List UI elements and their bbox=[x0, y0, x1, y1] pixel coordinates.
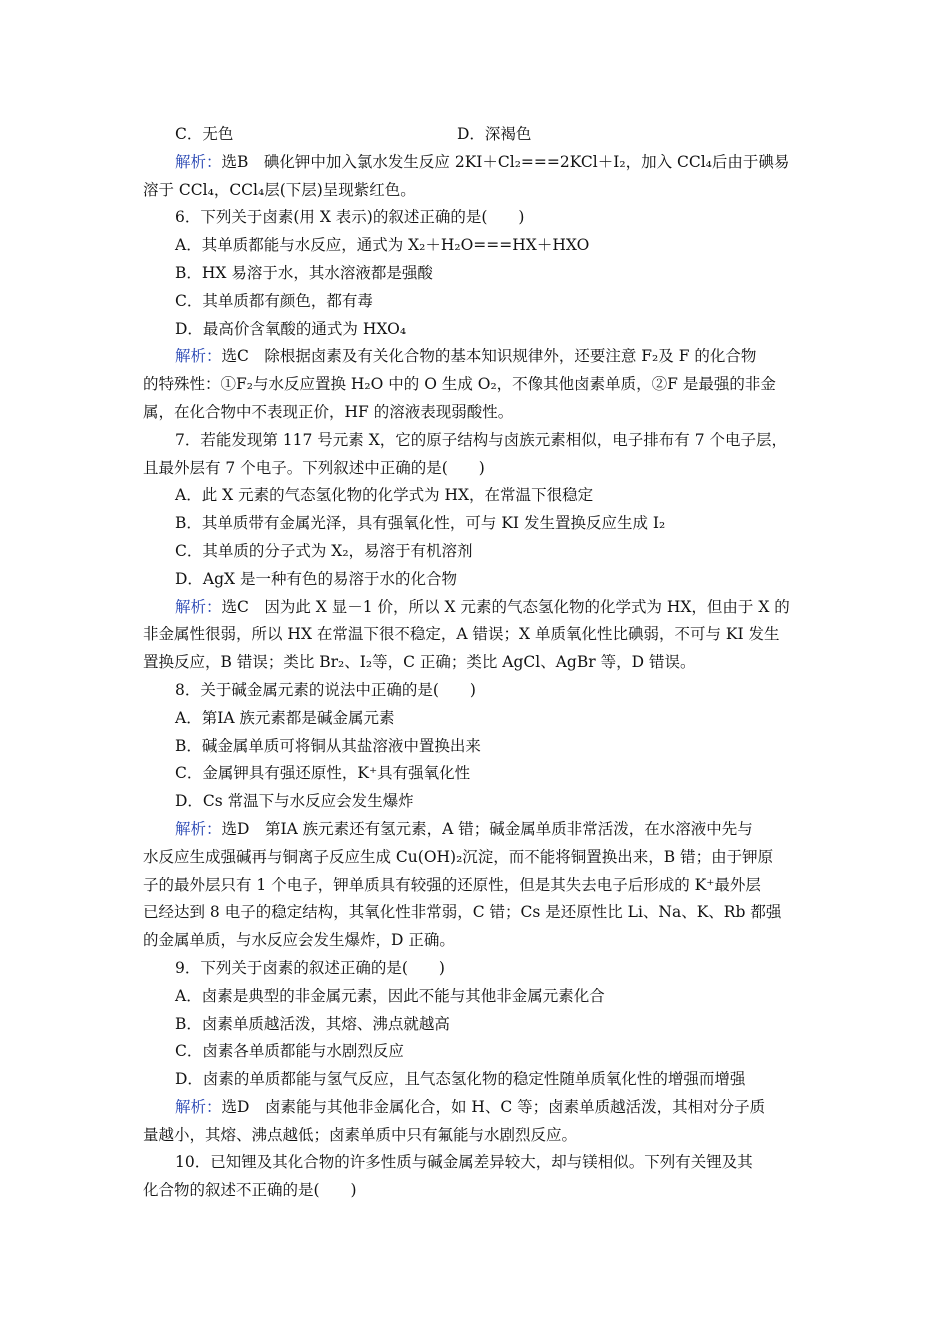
q5-analysis-line-2: 溶于 CCl₄，CCl₄层(下层)呈现紫红色。 bbox=[143, 180, 416, 199]
q10-stem-line-1: 10．已知锂及其化合物的许多性质与碱金属差异较大，却与镁相似。下列有关锂及其 bbox=[175, 1153, 753, 1172]
q8-analysis-line-1 bbox=[143, 816, 813, 844]
q8-stem: 8．关于碱金属元素的说法中正确的是( ) bbox=[175, 680, 476, 699]
q9-analysis-line-2: 量越小，其熔、沸点越低；卤素单质中只有氟能与水剧烈反应。 bbox=[143, 1125, 578, 1144]
q8-analysis-line-4: 已经达到 8 电子的稳定结构，其氧化性非常弱，C 错；Cs 是还原性比 Li、Na、K、Rb 都强 bbox=[143, 903, 782, 922]
analysis-label: 解析： bbox=[175, 819, 222, 838]
q7-option-b: B．其单质带有金属光泽，具有强氧化性，可与 KI 发生置换反应生成 I₂ bbox=[175, 514, 666, 533]
q6-option-c: C．其单质都有颜色，都有毒 bbox=[175, 291, 373, 310]
q5-options-row bbox=[143, 121, 813, 149]
q7-analysis-line-1 bbox=[143, 594, 813, 622]
analysis-label: 解析： bbox=[175, 597, 222, 616]
q6-option-a: A．其单质都能与水反应，通式为 X₂＋H₂O===HX＋HXO bbox=[175, 236, 590, 255]
q6-analysis-line-1 bbox=[143, 343, 813, 371]
q7-analysis-text-1: 选C 因为此 X 显－1 价，所以 X 元素的气态氢化物的化学式为 HX，但由于 X 的 bbox=[221, 597, 790, 616]
q10-stem-line-2: 化合物的叙述不正确的是( ) bbox=[143, 1181, 357, 1200]
analysis-label: 解析： bbox=[175, 1097, 222, 1116]
q6-analysis-line-3: 属，在化合物中不表现正价，HF 的溶液表现弱酸性。 bbox=[143, 402, 514, 421]
q5-analysis-line-1 bbox=[143, 149, 813, 177]
q6-stem: 6．下列关于卤素(用 X 表示)的叙述正确的是( ) bbox=[175, 208, 525, 227]
q6-option-b: B．HX 易溶于水，其水溶液都是强酸 bbox=[175, 263, 433, 282]
q9-analysis-line-1 bbox=[143, 1094, 813, 1122]
analysis-label: 解析： bbox=[175, 152, 222, 171]
q9-option-d: D．卤素的单质都能与氢气反应，且气态氢化物的稳定性随单质氧化性的增强而增强 bbox=[175, 1070, 746, 1089]
q7-option-a: A．此 X 元素的气态氢化物的化学式为 HX，在常温下很稳定 bbox=[175, 486, 594, 505]
q8-option-b: B．碱金属单质可将铜从其盐溶液中置换出来 bbox=[175, 736, 481, 755]
q8-option-d: D．Cs 常温下与水反应会发生爆炸 bbox=[175, 792, 414, 811]
q8-option-a: A．第ⅠA 族元素都是碱金属元素 bbox=[175, 708, 395, 727]
q6-option-d: D．最高价含氧酸的通式为 HXO₄ bbox=[175, 319, 407, 338]
q8-analysis-line-2: 水反应生成强碱再与铜离子反应生成 Cu(OH)₂沉淀，而不能将铜置换出来，B 错；由于钾原 bbox=[143, 847, 774, 866]
q5-option-c: C．无色 bbox=[175, 125, 234, 143]
q5-analysis-text-1: 选B 碘化钾中加入氯水发生反应 2KI＋Cl₂===2KCl＋I₂，加入 CCl₄后由于碘易 bbox=[221, 152, 790, 171]
analysis-label: 解析： bbox=[175, 347, 222, 366]
q7-stem-line-1: 7．若能发现第 117 号元素 X，它的原子结构与卤族元素相似，电子排布有 7 个电子层， bbox=[175, 430, 787, 449]
q7-stem-line-2: 且最外层有 7 个电子。下列叙述中正确的是( ) bbox=[143, 458, 485, 477]
q8-analysis-text-1: 选D 第ⅠA 族元素还有氢元素，A 错；碱金属单质非常活泼，在水溶液中先与 bbox=[221, 819, 753, 838]
q7-option-c: C．其单质的分子式为 X₂，易溶于有机溶剂 bbox=[175, 541, 473, 560]
q9-option-c: C．卤素各单质都能与水剧烈反应 bbox=[175, 1042, 404, 1061]
q9-stem: 9．下列关于卤素的叙述正确的是( ) bbox=[175, 958, 445, 977]
q7-analysis-line-2: 非金属性很弱，所以 HX 在常温下很不稳定，A 错误；X 单质氧化性比碘弱，不可与 KI 发生 bbox=[143, 625, 780, 644]
q9-analysis-text-1: 选D 卤素能与其他非金属化合，如 H、C 等；卤素单质越活泼，其相对分子质 bbox=[221, 1097, 766, 1116]
q9-option-b: B．卤素单质越活泼，其熔、沸点就越高 bbox=[175, 1014, 450, 1033]
q7-analysis-line-3: 置换反应，B 错误；类比 Br₂、I₂等，C 正确；类比 AgCl、AgBr 等，D 错误。 bbox=[143, 653, 696, 672]
q6-analysis-line-2: 的特殊性：①F₂与水反应置换 H₂O 中的 O 生成 O₂，不像其他卤素单质，②F 是最强的非金 bbox=[143, 375, 776, 394]
q7-option-d: D．AgX 是一种有色的易溶于水的化合物 bbox=[175, 569, 458, 588]
q8-analysis-line-5: 的金属单质，与水反应会发生爆炸，D 正确。 bbox=[143, 931, 455, 950]
q8-analysis-line-3: 子的最外层只有 1 个电子，钾单质具有较强的还原性，但是其失去电子后形成的 K⁺最外层 bbox=[143, 875, 761, 894]
q8-option-c: C．金属钾具有强还原性，K⁺具有强氧化性 bbox=[175, 764, 471, 783]
q9-option-a: A．卤素是典型的非金属元素，因此不能与其他非金属元素化合 bbox=[175, 986, 605, 1005]
q5-option-d: D．深褐色 bbox=[457, 125, 532, 143]
q6-analysis-text-1: 选C 除根据卤素及有关化合物的基本知识规律外，还要注意 F₂及 F 的化合物 bbox=[221, 347, 757, 366]
document-body bbox=[143, 121, 813, 1205]
